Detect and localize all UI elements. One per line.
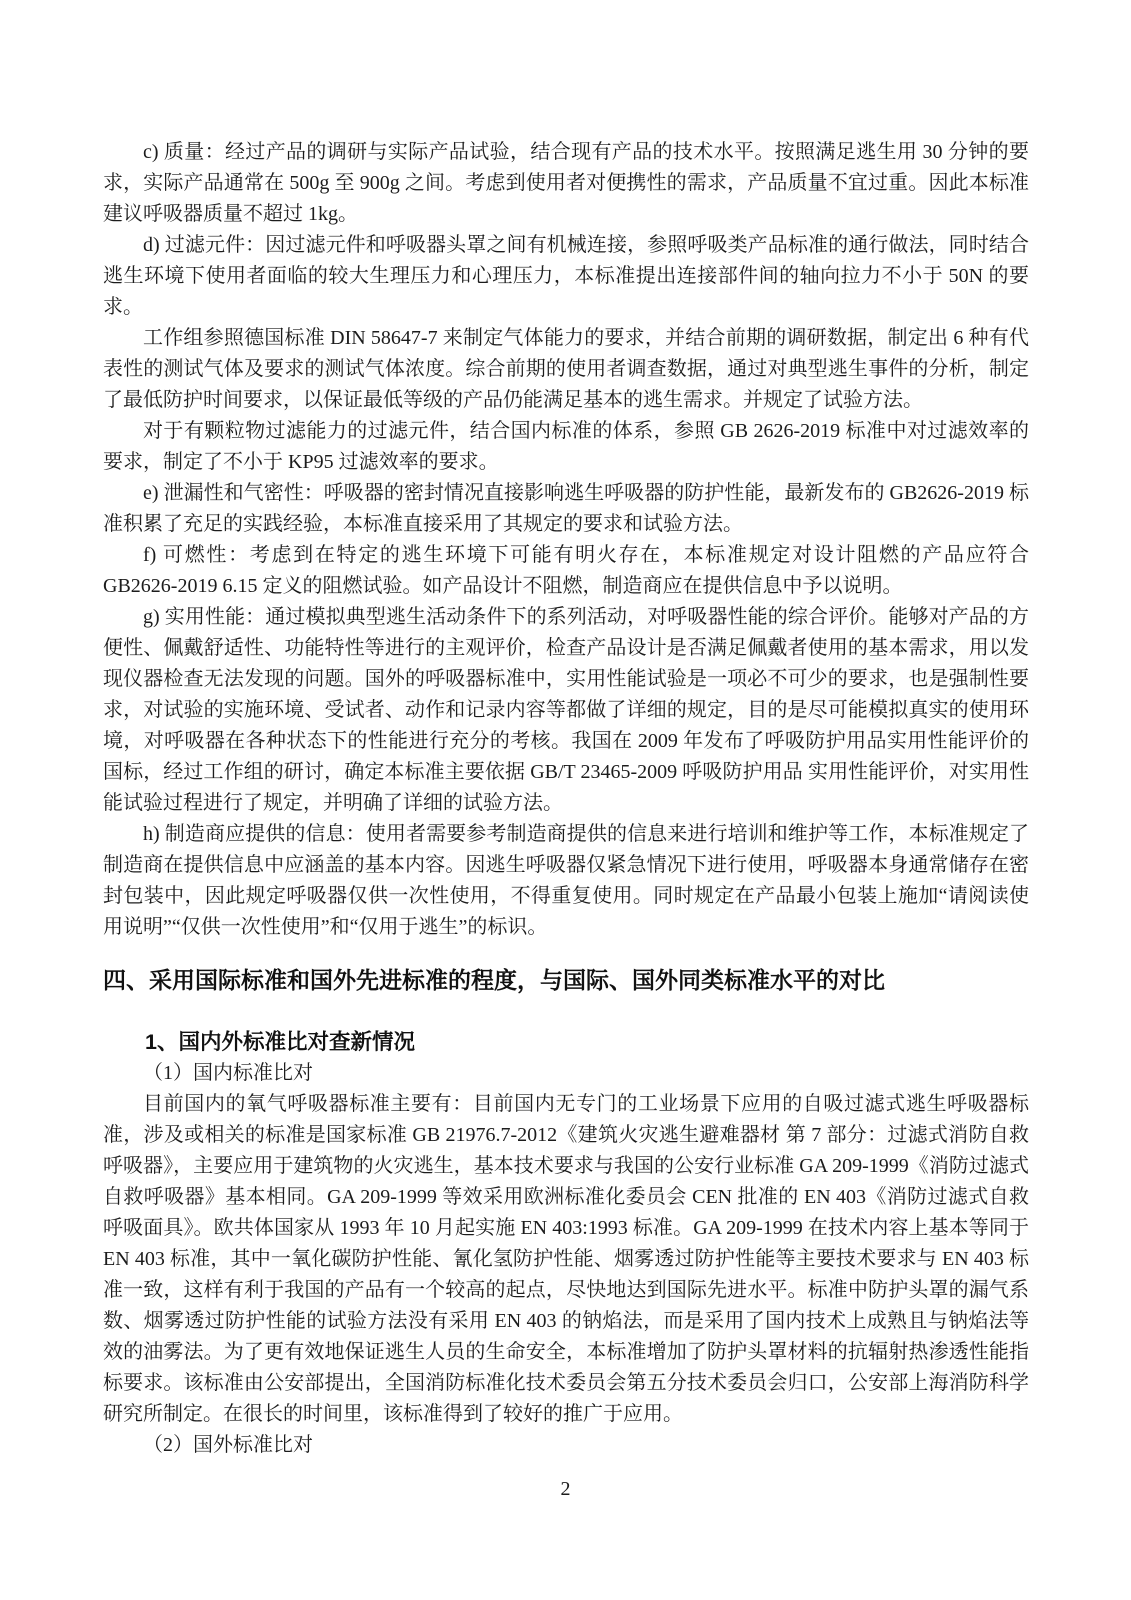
- subsection-heading-1: 1、国内外标准比对查新情况: [145, 1030, 415, 1054]
- list-item-1-domestic-comparison: （1）国内标准比对: [143, 1062, 313, 1084]
- paragraph-item-d-filter-element: d) 过滤元件：因过滤元件和呼吸器头罩之间有机械连接，参照呼吸类产品标准的通行做法，同时结合逃生环境下使用者面临的较大生理压力和心理压力，本标准提出连接部件间的轴向拉力不小于 50N 的要求。: [103, 234, 1029, 318]
- paragraph-item-e-leakage-airtightness: e) 泄漏性和气密性：呼吸器的密封情况直接影响逃生呼吸器的防护性能，最新发布的 GB2626-2019 标准积累了充足的实践经验，本标准直接采用了其规定的要求和试验方法。: [103, 482, 1029, 535]
- paragraph-item-g-practical-performance: g) 实用性能：通过模拟典型逃生活动条件下的系列活动，对呼吸器性能的综合评价。能够对产品的方便性、佩戴舒适性、功能特性等进行的主观评价，检查产品设计是否满足佩戴者使用的基本需求，用以发现仪器检查无法发现的问题。国外的呼吸器标准中，实用性能试验是一项必不可少的要求，也是强制性要求，对试验的实施环境、受试者、动作和记录内容等都做了详细的规定，目的是尽可能模拟真实的使用环境，对呼吸器在各种状态下的性能进行充分的考核。我国在 2009 年发布了呼吸防护用品实用性能评价的国标，经过工作组的研讨，确定本标准主要依据 GB/T 23465-2009 呼吸防护用品 实用性能评价，对实用性能试验过程进行了规定，并明确了详细的试验方法。: [103, 606, 1029, 814]
- paragraph-item-f-flammability: f) 可燃性：考虑到在特定的逃生环境下可能有明火存在，本标准规定对设计阻燃的产品应符合 GB2626-2019 6.15 定义的阻燃试验。如产品设计不阻燃，制造商应在提供信息中予以说明。: [103, 544, 1029, 597]
- paragraph-domestic-standards-comparison: 目前国内的氧气呼吸器标准主要有：目前国内无专门的工业场景下应用的自吸过滤式逃生呼吸器标准，涉及或相关的标准是国家标准 GB 21976.7-2012《建筑火灾逃生避难器材 第 7 部分：过滤式消防自救呼吸器》，主要应用于建筑物的火灾逃生，基本技术要求与我国的公安行业标准 GA 209-1999《消防过滤式自救呼吸器》基本相同。GA 209-1999 等效采用欧洲标准化委员会 CEN 批准的 EN 403《消防过滤式自救呼吸面具》。欧共体国家从 1993 年 10 月起实施 EN 403:1993 标准。GA 209-1999 在技术内容上基本等同于 EN 403 标准，其中一氧化碳防护性能、氰化氢防护性能、烟雾透过防护性能等主要技术要求与 EN 403 标准一致，这样有利于我国的产品有一个较高的起点，尽快地达到国际先进水平。标准中防护头罩的漏气系数、烟雾透过防护性能的试验方法没有采用 EN 403 的钠焰法，而是采用了国内技术上成熟且与钠焰法等效的油雾法。为了更有效地保证逃生人员的生命安全，本标准增加了防护头罩材料的抗辐射热渗透性能指标要求。该标准由公安部提出，全国消防标准化技术委员会第五分技术委员会归口，公安部上海消防科学研究所制定。在很长的时间里，该标准得到了较好的推广于应用。: [103, 1093, 1029, 1425]
- paragraph-particle-filter-efficiency: 对于有颗粒物过滤能力的过滤元件，结合国内标准的体系，参照 GB 2626-2019 标准中对过滤效率的要求，制定了不小于 KP95 过滤效率的要求。: [103, 420, 1029, 473]
- paragraph-item-h-manufacturer-info: h) 制造商应提供的信息：使用者需要参考制造商提供的信息来进行培训和维护等工作，本标准规定了制造商在提供信息中应涵盖的基本内容。因逃生呼吸器仅紧急情况下进行使用，呼吸器本身通常储存在密封包装中，因此规定呼吸器仅供一次性使用，不得重复使用。同时规定在产品最小包装上施加“请阅读使用说明”“仅供一次性使用”和“仅用于逃生”的标识。: [103, 823, 1029, 938]
- document-content: [103, 137, 1029, 1461]
- paragraph-working-group-gas-capacity: 工作组参照德国标准 DIN 58647-7 来制定气体能力的要求，并结合前期的调研数据，制定出 6 种有代表性的测试气体及要求的测试气体浓度。综合前期的使用者调查数据，通过对典型逃生事件的分析，制定了最低防护时间要求，以保证最低等级的产品仍能满足基本的逃生需求。并规定了试验方法。: [103, 327, 1029, 411]
- list-item-2-foreign-comparison: （2）国外标准比对: [143, 1434, 313, 1456]
- section-heading-4: 四、采用国际标准和国外先进标准的程度，与国际、国外同类标准水平的对比: [103, 967, 885, 993]
- paragraph-item-c-quality: c) 质量：经过产品的调研与实际产品试验，结合现有产品的技术水平。按照满足逃生用 30 分钟的要求，实际产品通常在 500g 至 900g 之间。考虑到使用者对便携性的需求，产品质量不宜过重。因此本标准建议呼吸器质量不超过 1kg。: [103, 141, 1029, 225]
- page-number: 2: [560, 1478, 571, 1500]
